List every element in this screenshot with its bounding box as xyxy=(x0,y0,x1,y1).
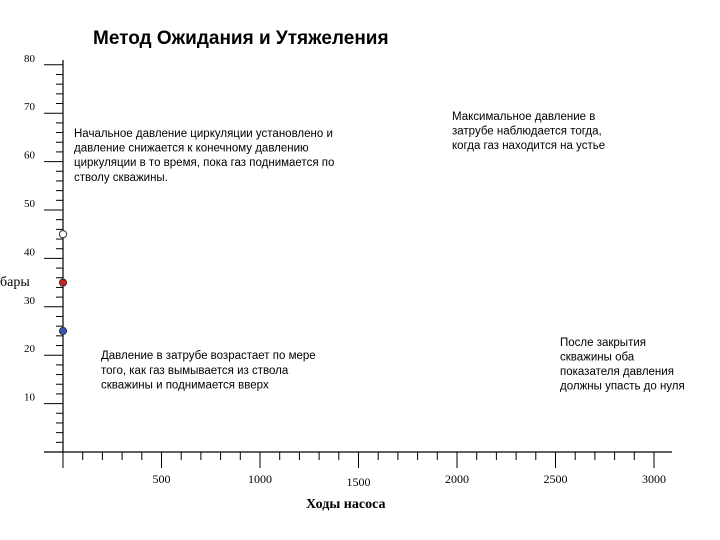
chart-title: Метод Ожидания и Утяжеления xyxy=(93,28,389,49)
annotation-line: Начальное давление циркуляции установлено и xyxy=(74,128,333,140)
annotation-line: когда газ находится на устье xyxy=(452,140,606,152)
annotations xyxy=(74,111,685,393)
x-tick-label: 1500 xyxy=(346,475,371,489)
y-tick-label: 60 xyxy=(24,149,35,162)
y-tick-label: 30 xyxy=(24,294,35,307)
annotation-line: показателя давления xyxy=(560,366,674,378)
data-point xyxy=(59,327,66,334)
annotation-line: Максимальное давление в xyxy=(452,111,596,123)
data-point xyxy=(59,231,66,238)
annotation-initial-circulation-pressure xyxy=(74,128,334,184)
y-tick-label: 40 xyxy=(24,246,35,259)
annotation-max-casing-pressure xyxy=(452,111,605,152)
y-tick-label: 70 xyxy=(24,101,35,114)
x-tick-label: 500 xyxy=(152,472,171,486)
annotation-line: должны упасть до нуля xyxy=(560,380,685,393)
x-axis xyxy=(44,452,672,489)
y-axis xyxy=(24,53,63,452)
x-tick-label: 2500 xyxy=(543,472,568,486)
annotation-line: давление снижается к конечному давлению xyxy=(74,142,309,155)
y-tick-label: 50 xyxy=(24,198,35,210)
annotation-casing-pressure-rises xyxy=(101,350,316,392)
annotation-line: Давление в затрубе возрастает по мере xyxy=(101,350,316,362)
y-tick-label: 80 xyxy=(24,52,35,65)
x-tick-label: 2000 xyxy=(445,472,469,486)
x-axis-label: Ходы насоса xyxy=(306,497,386,512)
y-tick-label: 20 xyxy=(24,343,35,356)
y-axis-label: бары xyxy=(0,275,30,290)
annotation-line: затрубе наблюдается тогда, xyxy=(452,125,602,138)
data-point xyxy=(59,279,66,286)
annotation-line: стволу скважины. xyxy=(74,171,168,184)
annotation-line: циркуляции в то время, пока газ поднимается по xyxy=(74,157,335,170)
x-tick-label: 3000 xyxy=(642,472,666,486)
annotation-line: того, как газ вымывается из ствола xyxy=(101,364,289,377)
annotation-line: После закрытия xyxy=(560,337,646,349)
annotation-after-shut-in xyxy=(560,337,685,393)
y-tick-label: 10 xyxy=(24,391,35,404)
annotation-line: скважины оба xyxy=(560,351,635,364)
annotation-line: скважины и поднимается вверх xyxy=(101,379,269,392)
x-tick-label: 1000 xyxy=(248,472,272,486)
